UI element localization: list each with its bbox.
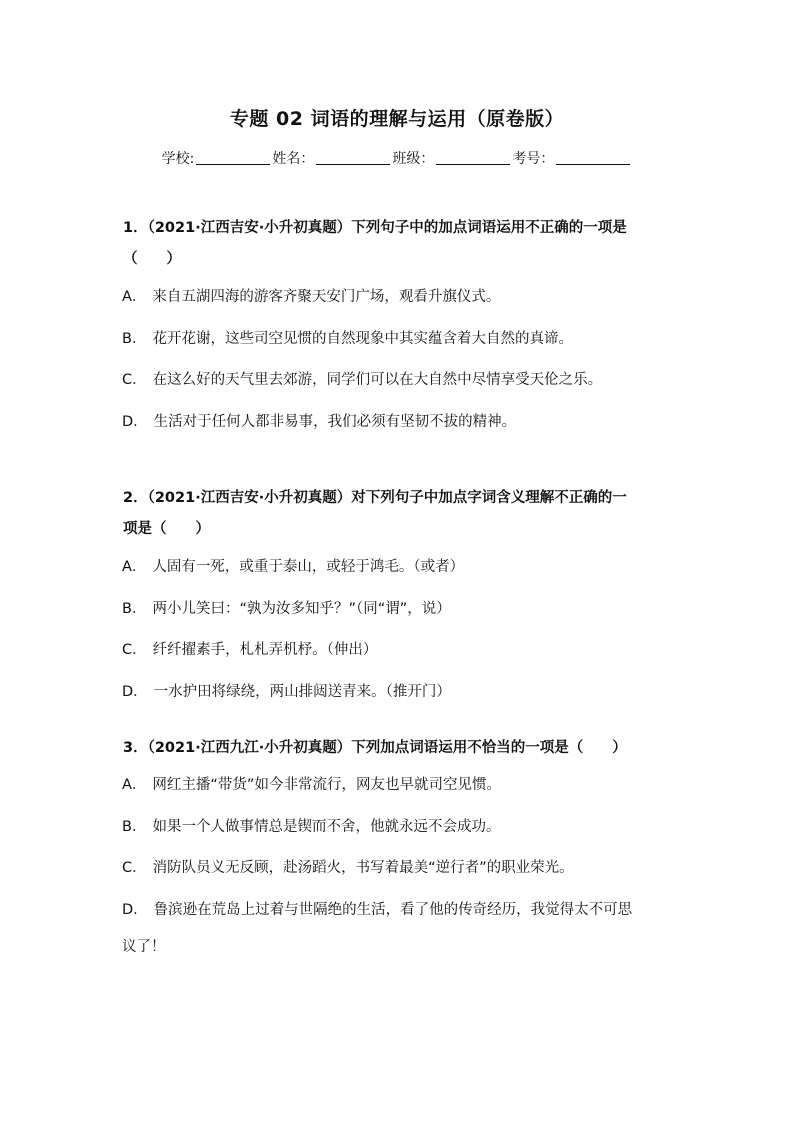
question-3-option-d: D． 鲁滨逊在荒岛上过着与世隔绝的生活，看了他的传奇经历，我觉得太不可思 <box>122 902 633 918</box>
question-3-option-a: A． 网红主播“带货”如今非常流行，网友也早就司空见惯。 <box>122 777 501 793</box>
question-2-option-b: B． 两小儿笑曰：“孰为汝多知乎？”（同“谓”，说） <box>122 601 451 617</box>
question-3-option-b: B． 如果一个人做事情总是锲而不舍，他就永远不会成功。 <box>122 819 501 835</box>
exam-no-blank[interactable] <box>556 150 630 165</box>
class-blank[interactable] <box>436 150 510 165</box>
school-blank[interactable] <box>196 150 270 165</box>
question-3-option-c: C． 消防队员义无反顾，赴汤蹈火，书写着最美“逆行者”的职业荣光。 <box>122 860 574 876</box>
question-1-option-a: A． 来自五湖四海的游客齐聚天安门广场，观看升旗仪式。 <box>122 289 501 305</box>
question-2-number: 2． <box>123 490 148 506</box>
student-info-line <box>0 148 794 168</box>
class-label: 班级： <box>392 151 435 167</box>
exam-no-label: 考号： <box>512 151 555 167</box>
question-1-number: 1． <box>123 220 148 236</box>
page-title: 专题 02 词语的理解与运用（原卷版） <box>229 108 565 130</box>
question-2-stem-line1: 2．（2021·江西吉安·小升初真题）对下列句子中加点字词含义理解不正确的一 <box>123 490 627 506</box>
question-1-option-d: D． 生活对于任何人都非易事，我们必须有坚韧不拔的精神。 <box>122 414 517 430</box>
name-label: 姓名： <box>272 151 315 167</box>
question-3-option-d-continued: 议了！ <box>122 939 166 955</box>
school-label: 学校: <box>161 151 195 167</box>
question-1-option-c: C． 在这么好的天气里去郊游，同学们可以在大自然中尽情享受天伦之乐。 <box>122 372 603 388</box>
question-1-option-b: B． 花开花谢，这些司空见惯的自然现象中其实蕴含着大自然的真谛。 <box>122 331 573 347</box>
question-1-stem-line2: （ ） <box>123 251 181 267</box>
question-1-stem-line1: 1．（2021·江西吉安·小升初真题）下列句子中的加点词语运用不正确的一项是 <box>123 220 627 236</box>
name-blank[interactable] <box>316 150 390 165</box>
question-2-option-c: C． 纤纤擢素手，札札弄机杼。（伸出） <box>122 642 378 658</box>
question-2-option-a: A． 人固有一死，或重于泰山，或轻于鸿毛。（或者） <box>122 559 465 575</box>
question-3-number: 3． <box>123 740 148 756</box>
question-2-stem-line2: 项是（ ） <box>123 521 210 537</box>
question-2-option-d: D． 一水护田将绿绕，两山排闼送青来。（推开门） <box>122 684 451 700</box>
question-3-stem: 3．（2021·江西九江·小升初真题）下列加点词语运用不恰当的一项是（ ） <box>123 740 627 756</box>
